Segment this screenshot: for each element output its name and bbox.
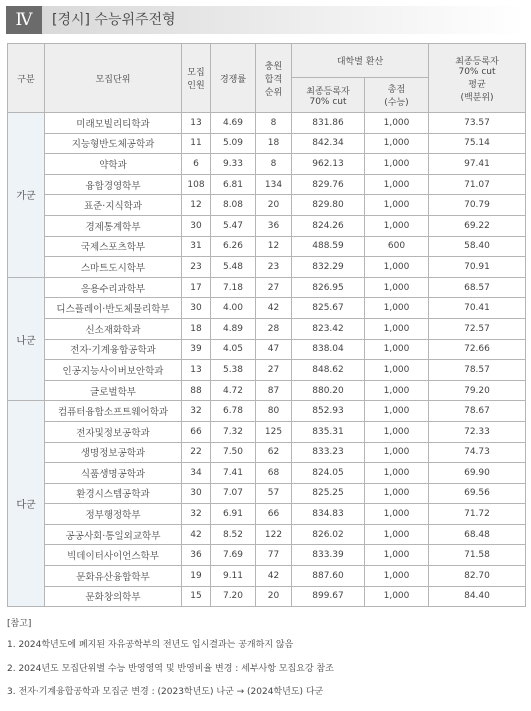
table-row (8, 174, 526, 195)
section-numeral: Ⅳ (6, 6, 42, 34)
ratio-cell: 6.78 (211, 401, 256, 422)
ratio-cell: 7.32 (211, 421, 256, 442)
total-score-cell: 1,000 (365, 442, 429, 463)
quota-cell: 31 (182, 236, 211, 257)
table-row (8, 524, 526, 545)
quota-cell: 12 (182, 195, 211, 216)
unit-cell: 미래모빌리티학과 (45, 113, 182, 134)
table-row (8, 298, 526, 319)
percentile-cell: 84.40 (429, 586, 526, 607)
waitlist-cell: 27 (256, 277, 292, 298)
total-score-cell: 1,000 (365, 174, 429, 195)
final-70cut-cell: 833.23 (292, 442, 365, 463)
percentile-cell: 78.67 (429, 401, 526, 422)
col-header-percentile: 최종등록자 70% cut 평균 (백분위) (429, 44, 526, 113)
total-score-cell: 1,000 (365, 277, 429, 298)
final-70cut-cell: 824.26 (292, 215, 365, 236)
quota-cell: 19 (182, 566, 211, 587)
ratio-cell: 5.38 (211, 360, 256, 381)
ratio-cell: 9.33 (211, 154, 256, 175)
ratio-cell: 7.20 (211, 586, 256, 607)
total-score-cell: 1,000 (365, 195, 429, 216)
note-item: 3. 전자·기계융합공학과 모집군 변경 : (2023학년도) 나군 → (2024학년도) 다군 (7, 687, 324, 697)
ratio-cell: 5.09 (211, 133, 256, 154)
unit-cell: 환경시스템공학과 (45, 483, 182, 504)
ratio-cell: 6.91 (211, 504, 256, 525)
final-70cut-cell: 829.80 (292, 195, 365, 216)
unit-cell: 공공사회·통일외교학부 (45, 524, 182, 545)
final-70cut-cell: 852.93 (292, 401, 365, 422)
final-70cut-cell: 838.04 (292, 339, 365, 360)
quota-cell: 32 (182, 401, 211, 422)
quota-cell: 36 (182, 545, 211, 566)
final-70cut-cell: 887.60 (292, 566, 365, 587)
table-row (8, 236, 526, 257)
waitlist-cell: 36 (256, 215, 292, 236)
waitlist-cell: 42 (256, 298, 292, 319)
ratio-cell: 5.47 (211, 215, 256, 236)
quota-cell: 39 (182, 339, 211, 360)
final-70cut-cell: 488.59 (292, 236, 365, 257)
quota-cell: 13 (182, 113, 211, 134)
table-row (8, 133, 526, 154)
waitlist-cell: 18 (256, 133, 292, 154)
final-70cut-cell: 833.39 (292, 545, 365, 566)
unit-cell: 지능형반도체공학과 (45, 133, 182, 154)
final-70cut-cell: 826.02 (292, 524, 365, 545)
waitlist-cell: 80 (256, 401, 292, 422)
unit-cell: 생명정보공학과 (45, 442, 182, 463)
quota-cell: 66 (182, 421, 211, 442)
percentile-cell: 72.57 (429, 318, 526, 339)
percentile-cell: 79.20 (429, 380, 526, 401)
ratio-cell: 4.05 (211, 339, 256, 360)
ratio-cell: 7.18 (211, 277, 256, 298)
waitlist-cell: 42 (256, 566, 292, 587)
col-header-final-70cut: 최종등록자 70% cut (292, 78, 365, 113)
quota-cell: 30 (182, 298, 211, 319)
note-item: 2. 2024년도 모집단위별 수능 반영영역 및 반영비율 변경 : 세부사항 모집요강 참조 (7, 664, 334, 674)
percentile-cell: 69.56 (429, 483, 526, 504)
unit-cell: 전자및정보공학과 (45, 421, 182, 442)
unit-cell: 식품생명공학과 (45, 463, 182, 484)
waitlist-cell: 8 (256, 154, 292, 175)
unit-cell: 표준·지식학과 (45, 195, 182, 216)
unit-cell: 문화유산융합학부 (45, 566, 182, 587)
ratio-cell: 7.69 (211, 545, 256, 566)
table-row (8, 215, 526, 236)
col-header-unit: 모집단위 (45, 44, 182, 113)
table-row (8, 195, 526, 216)
final-70cut-cell: 842.34 (292, 133, 365, 154)
quota-cell: 18 (182, 318, 211, 339)
table-row (8, 504, 526, 525)
unit-cell: 응용수리과학부 (45, 277, 182, 298)
percentile-cell: 71.07 (429, 174, 526, 195)
waitlist-cell: 27 (256, 360, 292, 381)
total-score-cell: 1,000 (365, 298, 429, 319)
ratio-cell: 5.48 (211, 257, 256, 278)
total-score-cell: 1,000 (365, 380, 429, 401)
waitlist-cell: 23 (256, 257, 292, 278)
total-score-cell: 1,000 (365, 421, 429, 442)
col-header-quota: 모집 인원 (182, 44, 211, 113)
ratio-cell: 4.69 (211, 113, 256, 134)
table-row (8, 483, 526, 504)
percentile-cell: 72.33 (429, 421, 526, 442)
final-70cut-cell: 829.76 (292, 174, 365, 195)
ratio-cell: 8.52 (211, 524, 256, 545)
note-item: 1. 2024학년도에 폐지된 자유공학부의 전년도 입시결과는 공개하지 않음 (7, 640, 294, 650)
percentile-cell: 70.91 (429, 257, 526, 278)
percentile-cell: 74.73 (429, 442, 526, 463)
unit-cell: 국제스포츠학부 (45, 236, 182, 257)
percentile-cell: 71.58 (429, 545, 526, 566)
unit-cell: 빅데이터사이언스학부 (45, 545, 182, 566)
col-header-ratio: 경쟁률 (211, 44, 256, 113)
waitlist-cell: 20 (256, 195, 292, 216)
final-70cut-cell: 823.42 (292, 318, 365, 339)
table-row (8, 380, 526, 401)
ratio-cell: 9.11 (211, 566, 256, 587)
unit-cell: 컴퓨터융합소프트웨어학과 (45, 401, 182, 422)
percentile-cell: 68.57 (429, 277, 526, 298)
unit-cell: 신소재화학과 (45, 318, 182, 339)
ratio-cell: 7.07 (211, 483, 256, 504)
ratio-cell: 6.81 (211, 174, 256, 195)
final-70cut-cell: 832.29 (292, 257, 365, 278)
quota-cell: 42 (182, 524, 211, 545)
percentile-cell: 68.48 (429, 524, 526, 545)
final-70cut-cell: 826.95 (292, 277, 365, 298)
waitlist-cell: 47 (256, 339, 292, 360)
table-row (8, 360, 526, 381)
ratio-cell: 7.41 (211, 463, 256, 484)
final-70cut-cell: 825.67 (292, 298, 365, 319)
table-row (8, 545, 526, 566)
unit-cell: 정부행정학부 (45, 504, 182, 525)
total-score-cell: 1,000 (365, 154, 429, 175)
final-70cut-cell: 831.86 (292, 113, 365, 134)
ratio-cell: 7.50 (211, 442, 256, 463)
final-70cut-cell: 880.20 (292, 380, 365, 401)
waitlist-cell: 28 (256, 318, 292, 339)
unit-cell: 문화창의학부 (45, 586, 182, 607)
final-70cut-cell: 835.31 (292, 421, 365, 442)
waitlist-cell: 77 (256, 545, 292, 566)
table-row (8, 277, 526, 298)
final-70cut-cell: 962.13 (292, 154, 365, 175)
group-cell: 가군 (8, 113, 45, 278)
waitlist-cell: 68 (256, 463, 292, 484)
section-title: [경시] 수능위주전형 (52, 12, 176, 28)
table-row (8, 586, 526, 607)
quota-cell: 13 (182, 360, 211, 381)
waitlist-cell: 125 (256, 421, 292, 442)
col-header-waitlist: 충원 합격 순위 (256, 44, 292, 113)
section-header (6, 6, 525, 34)
quota-cell: 32 (182, 504, 211, 525)
ratio-cell: 4.89 (211, 318, 256, 339)
table-row (8, 421, 526, 442)
notes-heading: [참고] (7, 619, 32, 629)
quota-cell: 88 (182, 380, 211, 401)
waitlist-cell: 122 (256, 524, 292, 545)
total-score-cell: 1,000 (365, 360, 429, 381)
quota-cell: 108 (182, 174, 211, 195)
total-score-cell: 1,000 (365, 566, 429, 587)
total-score-cell: 1,000 (365, 401, 429, 422)
percentile-cell: 72.66 (429, 339, 526, 360)
total-score-cell: 1,000 (365, 257, 429, 278)
total-score-cell: 1,000 (365, 504, 429, 525)
total-score-cell: 1,000 (365, 586, 429, 607)
waitlist-cell: 8 (256, 113, 292, 134)
table-row (8, 257, 526, 278)
total-score-cell: 600 (365, 236, 429, 257)
total-score-cell: 1,000 (365, 318, 429, 339)
total-score-cell: 1,000 (365, 113, 429, 134)
unit-cell: 융합경영학부 (45, 174, 182, 195)
percentile-cell: 97.41 (429, 154, 526, 175)
unit-cell: 스마트도시학부 (45, 257, 182, 278)
total-score-cell: 1,000 (365, 524, 429, 545)
waitlist-cell: 66 (256, 504, 292, 525)
table-row (8, 318, 526, 339)
quota-cell: 11 (182, 133, 211, 154)
percentile-cell: 75.14 (429, 133, 526, 154)
total-score-cell: 1,000 (365, 545, 429, 566)
waitlist-cell: 134 (256, 174, 292, 195)
percentile-cell: 78.57 (429, 360, 526, 381)
unit-cell: 디스플레이·반도체물리학부 (45, 298, 182, 319)
final-70cut-cell: 824.05 (292, 463, 365, 484)
total-score-cell: 1,000 (365, 339, 429, 360)
waitlist-cell: 20 (256, 586, 292, 607)
quota-cell: 6 (182, 154, 211, 175)
total-score-cell: 1,000 (365, 463, 429, 484)
ratio-cell: 6.26 (211, 236, 256, 257)
ratio-cell: 8.08 (211, 195, 256, 216)
table-row (8, 463, 526, 484)
group-cell: 다군 (8, 401, 45, 607)
final-70cut-cell: 848.62 (292, 360, 365, 381)
ratio-cell: 4.00 (211, 298, 256, 319)
quota-cell: 15 (182, 586, 211, 607)
table-row (8, 113, 526, 134)
final-70cut-cell: 899.67 (292, 586, 365, 607)
quota-cell: 17 (182, 277, 211, 298)
percentile-cell: 73.57 (429, 113, 526, 134)
unit-cell: 인공지능사이버보안학과 (45, 360, 182, 381)
quota-cell: 30 (182, 483, 211, 504)
unit-cell: 전자·기계융합공학과 (45, 339, 182, 360)
table-row (8, 154, 526, 175)
waitlist-cell: 57 (256, 483, 292, 504)
table-row (8, 442, 526, 463)
table-row (8, 566, 526, 587)
percentile-cell: 70.41 (429, 298, 526, 319)
quota-cell: 34 (182, 463, 211, 484)
table-row (8, 401, 526, 422)
final-70cut-cell: 825.25 (292, 483, 365, 504)
col-header-group: 구분 (8, 44, 45, 113)
percentile-cell: 70.79 (429, 195, 526, 216)
unit-cell: 글로벌학부 (45, 380, 182, 401)
final-70cut-cell: 834.83 (292, 504, 365, 525)
quota-cell: 23 (182, 257, 211, 278)
percentile-cell: 71.72 (429, 504, 526, 525)
percentile-cell: 69.90 (429, 463, 526, 484)
total-score-cell: 1,000 (365, 133, 429, 154)
percentile-cell: 58.40 (429, 236, 526, 257)
total-score-cell: 1,000 (365, 215, 429, 236)
col-header-total-score: 총점 (수능) (365, 78, 429, 113)
group-cell: 나군 (8, 277, 45, 401)
quota-cell: 22 (182, 442, 211, 463)
unit-cell: 경제통계학부 (45, 215, 182, 236)
unit-cell: 약학과 (45, 154, 182, 175)
ratio-cell: 4.72 (211, 380, 256, 401)
percentile-cell: 82.70 (429, 566, 526, 587)
waitlist-cell: 12 (256, 236, 292, 257)
col-header-univ-conversion: 대학별 환산 (292, 44, 429, 78)
table-row (8, 339, 526, 360)
quota-cell: 30 (182, 215, 211, 236)
waitlist-cell: 87 (256, 380, 292, 401)
waitlist-cell: 62 (256, 442, 292, 463)
total-score-cell: 1,000 (365, 483, 429, 504)
percentile-cell: 69.22 (429, 215, 526, 236)
admission-results-table (7, 43, 526, 607)
